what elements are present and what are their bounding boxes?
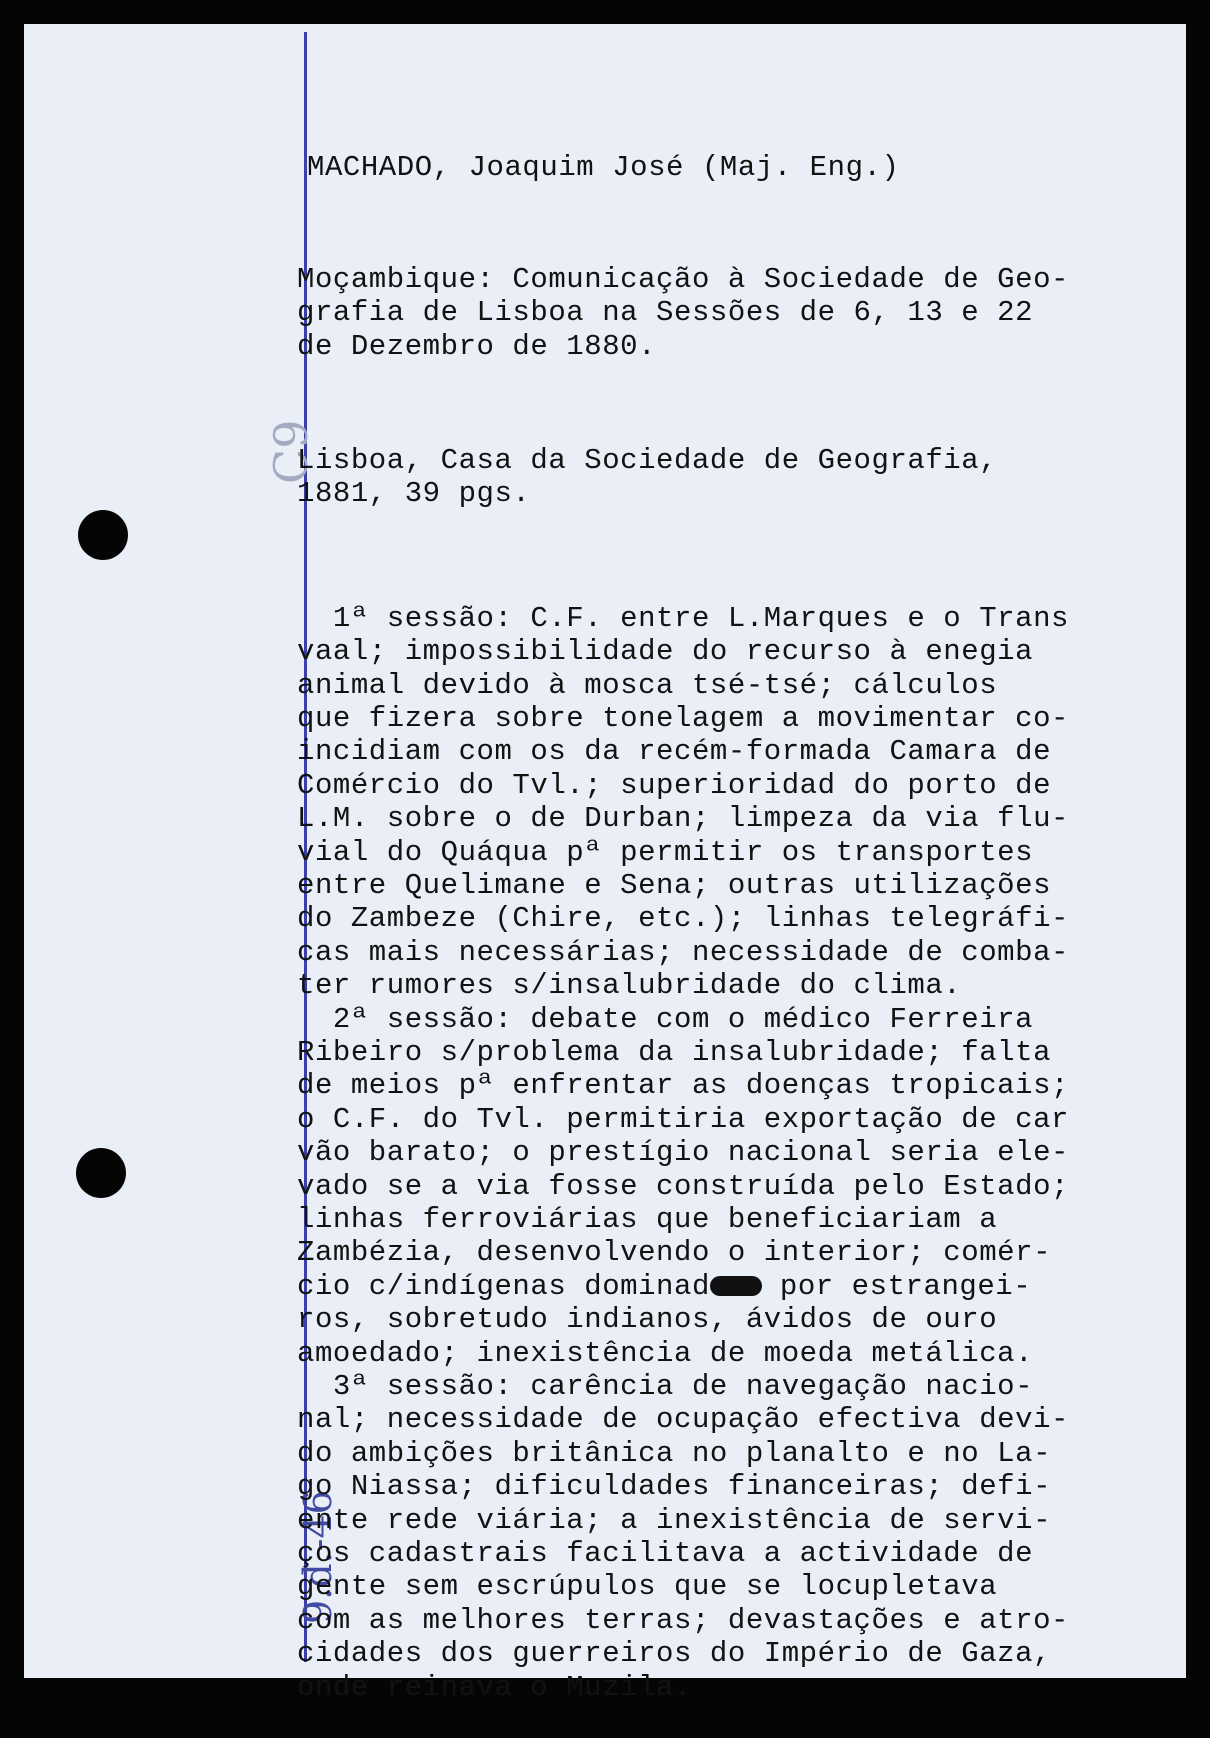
body-line: go Niassa; dificuldades financeiras; defi-	[297, 1470, 1052, 1504]
body-line: 3ª sessão: carência de navegação nacio-	[297, 1370, 1034, 1404]
imprint-line: Lisboa, Casa da Sociedade de Geografia,	[297, 444, 998, 478]
imprint-block	[297, 444, 1157, 511]
body-line: vado se a via fosse construída pelo Estado;	[297, 1169, 1069, 1203]
body-line: do ambições britânica no planalto e no La-	[297, 1436, 1052, 1470]
body-line: cas mais necessárias; necessidade de comba-	[297, 935, 1069, 969]
body-line: Zambézia, desenvolvendo o interior; comér-	[297, 1236, 1052, 1270]
title-line: Moçambique: Comunicação à Sociedade de Geo-	[297, 263, 1069, 297]
body-line: gente sem escrúpulos que se locupletava	[297, 1570, 998, 1604]
author-line: MACHADO, Joaquim José (Maj. Eng.)	[307, 150, 900, 184]
handwritten-note-bottom: 9.d.-46	[296, 1490, 340, 1624]
title-block	[297, 263, 1157, 363]
body-line: cidades dos guerreiros do Império de Gaza,	[297, 1637, 1052, 1671]
imprint-line: 1881, 39 pgs.	[297, 477, 531, 511]
body-line: o C.F. do Tvl. permitiria exportação de car	[297, 1102, 1069, 1136]
body-line: amoedado; inexistência de moeda metálica.	[297, 1336, 1034, 1370]
body-line: linhas ferroviárias que beneficiariam a	[297, 1203, 998, 1236]
body-line: Comércio do Tvl.; superioridad do porto de	[297, 768, 1052, 802]
handwritten-note-top: C9	[264, 419, 318, 484]
body-line: que fizera sobre tonelagem a movimentar co-	[297, 701, 1069, 735]
body-line: ter rumores s/insalubridade do clima.	[297, 969, 962, 1003]
body-line: entre Quelimane e Sena; outras utilizações	[297, 868, 1052, 902]
redaction-mark	[710, 1276, 762, 1296]
punch-hole-top	[78, 510, 128, 560]
body-line: nal; necessidade de ocupação efectiva devi-	[297, 1403, 1069, 1437]
body-line: ente rede viária; a inexistência de servi-	[297, 1503, 1052, 1537]
summary-body	[297, 602, 1157, 1704]
body-line: ços cadastrais facilitava a actividade de	[297, 1537, 1034, 1571]
body-line: com as melhores terras; devastações e atro-	[297, 1603, 1069, 1637]
title-line: de Dezembro de 1880.	[297, 329, 657, 363]
body-line: animal devido à mosca tsé-tsé; cálculos	[297, 668, 998, 702]
title-line: grafia de Lisboa na Sessões de 6, 13 e 22	[297, 296, 1034, 330]
body-line: vão barato; o prestígio nacional seria ele-	[297, 1136, 1069, 1170]
body-line: vial do Quáqua pª permitir os transportes	[297, 835, 1034, 869]
body-line: onde reinava o Muzila.	[297, 1670, 692, 1704]
body-line: 1ª sessão: C.F. entre L.Marques e o Trans	[297, 601, 1069, 635]
body-line: vaal; impossibilidade do recurso à enegia	[297, 635, 1034, 669]
body-line: do Zambeze (Chire, etc.); linhas telegráfi-	[297, 902, 1069, 936]
punch-hole-bottom	[76, 1148, 126, 1198]
redacted-line-before: cio c/indígenas dominad	[297, 1269, 710, 1303]
body-line-redacted	[297, 1270, 1157, 1303]
body-line: Ribeiro s/problema da insalubridade; falta	[297, 1035, 1052, 1069]
body-line: 2ª sessão: debate com o médico Ferreira	[297, 1002, 1034, 1036]
redacted-line-after: por estrangei-	[761, 1269, 1032, 1303]
body-line: de meios pª enfrentar as doenças tropicais;	[297, 1069, 1069, 1103]
card-text	[297, 84, 1157, 1738]
body-line: ros, sobretudo indianos, ávidos de ouro	[297, 1303, 998, 1337]
body-line: L.M. sobre o de Durban; limpeza da via flu-	[297, 802, 1069, 836]
body-line: incidiam com os da recém-formada Camara de	[297, 735, 1052, 769]
